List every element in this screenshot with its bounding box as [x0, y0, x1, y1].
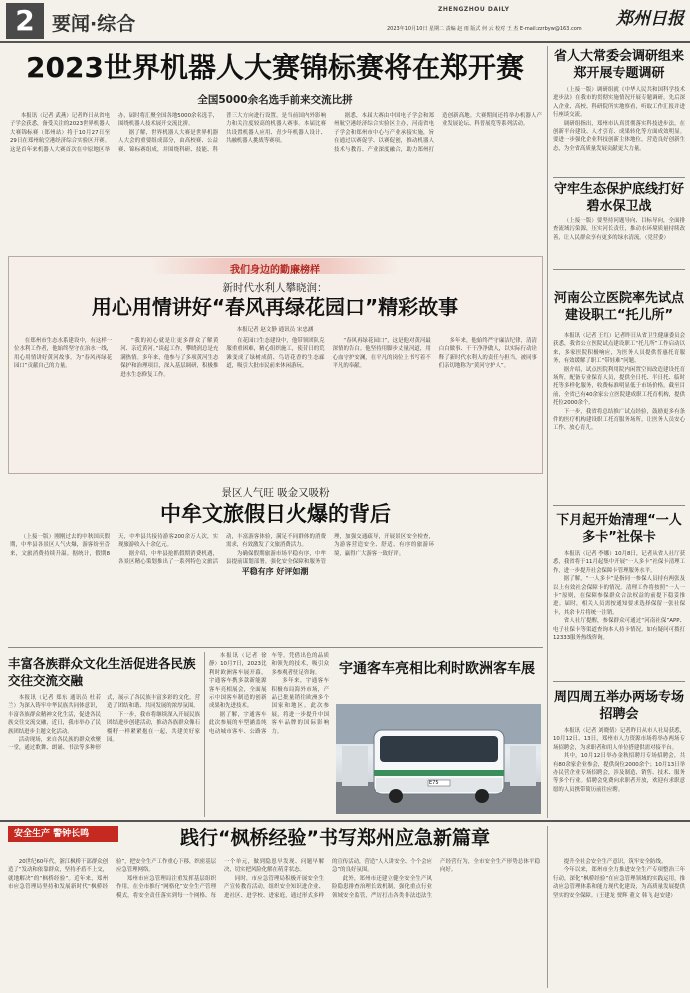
bus-title: 宇通客车亮相比利时欧洲客车展 [339, 661, 535, 677]
safety-right-para: 提升全社会安全生产意识，筑牢安全防线。 [563, 859, 667, 865]
safety-para: 郑州市应急管理局注重发挥基层组织作用，在全市推行“网格化”安全生产管理模式，将安全责任落实到每一个网格、每一个单元，做到隐患早发现、问题早解决，切实把风险化解在萌芽状态。 [116, 859, 324, 899]
tourism-para: 据介绍，中牟县抢抓假期消费机遇，各景区精心策划推出了一系列特色文旅活动，丰富游客体验，满足不同群体的消费需求，有效激发了文旅消费活力。 [118, 534, 326, 566]
feature-para: “我的初心就是让更多群众了解黄河、亲近黄河。”谈起工作，攀晓润总是充满热情。多年来，他参与了多项黄河生态保护和治理项目，深入基层调研，积极推进水生态修复工作。 [120, 338, 219, 378]
safety-banner-label: 安全生产 警钟长鸣 [14, 829, 90, 839]
feature-para: 在花园口生态建设中，他带领团队克服重重困难，精心组织施工，使昔日的荒滩变成了绿树成荫、鸟语花香的生态廊道，吸引大批市民前来休闲游玩。 [226, 338, 325, 370]
lead-title: 2023世界机器人大赛锦标赛将在郑开赛 [26, 51, 524, 84]
safety-title: 践行“枫桥经验”书写郑州应急新篇章 [180, 827, 490, 849]
tourism-para: （上接一版）刚刚过去的中秋国庆假期，中牟县各景区人气火爆，游客纷至沓来，文旅消费持续升温。据统计，假期8天，中牟县共接待游客200余万人次，实现旅游收入十余亿元。 [10, 534, 218, 557]
ethnic-para: 本报讯（记者 郑东 通讯员 杜若兰）为深入铸牢中华民族共同体意识，丰富各族群众精神文化生活，促进各民族交往交流交融，近日，我市举办了民族团结进步主题文化活动。 [8, 695, 101, 735]
right-headline-3: 河南公立医院率先试点建设职工“托儿所” [553, 291, 684, 323]
right-body-1 [553, 86, 685, 174]
safety-body [8, 858, 540, 988]
bus-illustration [336, 704, 541, 814]
bus-para: 多年来，宇通客车积极布局海外市场，产品已批量销往欧洲多个国家和地区。此次参展，将进一步提升中国客车品牌的国际影响力。 [271, 678, 329, 735]
page-number: 2 [6, 3, 44, 39]
feature-body [14, 337, 537, 469]
safety-right-body [553, 858, 685, 988]
feature-kicker: 新时代水利人攀晓润： [222, 282, 328, 294]
paper-name-en: ZHENGZHOU DAILY [438, 6, 510, 13]
bus-para: 本报讯（记者 徐静）10月7日，2023比利时欧洲客车展开幕，宇通客车携多款新能源客车亮相展会，全面展示中国客车制造的创新成果和先进技术。 [209, 653, 267, 710]
safety-para: 同时，市应急管理局积极开展安全生产宣传教育活动，组织安全知识进企业、进社区、进学校、进家庭，通过形式多样的宣传活动，营造“人人讲安全、个个会应急”的良好氛围。 [224, 859, 432, 899]
safety-banner [8, 826, 118, 842]
right-para: 本报讯（记者 刘晓倩）记者昨日从市人社局获悉，10月12日、13日，郑州市人力资源市场将举办两场专场招聘会，为求职者和用人单位搭建供需对接平台。 [553, 728, 685, 751]
right-body-4 [553, 550, 685, 675]
lead-para: 据悉，本届大赛由中国电子学会和郑州航空港经济综合实验区主办，河南省电子学会和郑州市中心与产业承接实施，旨在通过以赛促学、以赛促创，推动机器人技术与教育、产业深度融合，助力郑州打造创新高地。大赛期间还将举办机器人产业发展论坛、科普展览等系列活动。 [334, 113, 542, 153]
feature-title: 用心用情讲好“春风再绿花园口”精彩故事 [91, 295, 459, 319]
right-para: 省人社厅提醒，参保群众可通过“河南社保”APP、电子社保卡等渠道查询本人持卡情况，如有疑问可拨打12333服务热线咨询。 [553, 618, 685, 642]
feature-banner [150, 258, 400, 274]
feature-para: 在郑州市生态水系建设中，有这样一位水利工作者，他始终坚守在治水一线，用心用情讲好黄河故事，为“春风再绿花园口”贡献自己的力量。 [14, 338, 113, 370]
ethnic-title [8, 655, 198, 689]
paper-logo: 郑州日报 [616, 9, 684, 29]
bus-plate-label: E75 [429, 780, 439, 786]
safety-para: 20世纪60年代，浙江枫桥干部群众创造了“发动和依靠群众，坚持矛盾不上交，就地解决”的“枫桥经验”。近年来，郑州市应急管理局坚持和发展新时代“枫桥经验”，把安全生产工作重心下移，织密基层应急管理网络。 [8, 859, 216, 891]
right-headline-5: 周四周五举办两场专场招聘会 [553, 690, 684, 722]
tourism-kicker: 景区人气旺 吸金又吸粉 [221, 487, 330, 499]
bus-para: 据了解，宇通客车此次参展的车型涵盖纯电动城市客车、公路客车等，凭借出色的品质和领先的技术，吸引众多参观者驻足咨询。 [209, 653, 329, 735]
bus-photo [336, 704, 541, 814]
ethnic-body [8, 694, 200, 814]
tourism-body [10, 533, 542, 643]
feature-para: “春风再绿花园口”，这是他对黄河最深情的告白。他坚持用脚步丈量河道，用心血守护安澜，在平凡的岗位上书写着不平凡的奉献。 [332, 338, 431, 370]
lead-para: 本报讯（记者 武燕）记者昨日从省电子学会获悉，备受关注的2023世界机器人大赛锦标赛（郑州站）将于10月27日至29日在郑州航空港经济综合实验区开赛。这是首年来机器人大赛首次在中原地区举办，届时将汇聚全国各地5000余名选手，围绕机器人技术展开交流比拼。 [10, 113, 218, 153]
lead-para: 据了解，世界机器人大赛是世界机器人大会的重要组成部分，由高校赛、公益赛、锦标赛组成，并围绕科研、技能、科普三大方向进行设置，是当前国内外影响力和关注度较高的机器人赛事。本届比赛共设置机器人应用、青少年机器人设计、共融机器人挑战等赛项。 [118, 113, 326, 153]
right-para: （上接一版）要坚持问题导向、目标导向，全面排查流域污染源，压实河长责任，推动水环境质量持续改善，让人民群众享有更多的绿水清流。（党营委） [553, 218, 685, 241]
feature-banner-label: 我们身边的勤廉榜样 [230, 265, 320, 276]
right-para: 下一步，我省将总结推广试点经验，鼓励更多有条件的医疗机构建设职工托育服务场所，让医务人员安心工作、放心育儿。 [553, 408, 685, 432]
feature-byline: 本报记者 赵文静 通讯员 宋忠涵 [236, 327, 314, 333]
safety-para: 此外，郑州市还建立健全安全生产风险隐患排查治理长效机制，强化重点行业领域安全监管，严厉打击各类非法违法生产经营行为，全市安全生产形势总体平稳向好。 [332, 859, 540, 899]
ethnic-para: 下一步，我市将继续深入开展民族团结进步创建活动，推动各族群众像石榴籽一样紧紧抱在一起，共建美好家园。 [107, 711, 200, 744]
right-para: 本报讯（记者 王红）记者昨日从省卫生健康委员会获悉，我省公立医院试点建设职工“托儿所”工作启动以来，多家医院积极响应，为医务人员提供普惠托育服务，有效缓解了职工“带娃难”问题。 [553, 333, 685, 365]
masthead [0, 0, 690, 42]
right-para: （上接一版）调研组就《中华人民共和国科学技术进步法》在我市的贯彻实施情况开展专题调研，先后深入企业、高校、科研院所实地察看，听取工作汇报并进行座谈交流。 [553, 87, 685, 119]
feature-para: 多年来，他始终严守廉洁纪律，清清白白做事、干干净净做人，以实际行动诠释了新时代水利人的责任与担当，被同事们亲切地称为“黄河守护人”。 [438, 338, 537, 370]
section-title: 要闻·综合 [52, 13, 136, 35]
right-para: 其中，10月12日举办金秋招聘月专场招聘会，共有80余家企业参会，提供岗位2000余个；10月13日举办民营企业专场招聘会，涉及制造、销售、技术、服务等多个行业。招聘会免费向求职者开放，欢迎有求职意愿的人员携带简历前往应聘。 [553, 753, 685, 793]
right-body-3 [553, 332, 685, 502]
tourism-title: 中牟文旅假日火爆的背后 [160, 502, 391, 526]
right-body-2 [553, 217, 685, 267]
right-headline-4: 下月起开始清理“一人多卡”社保卡 [556, 513, 682, 545]
right-headline-2: 守牢生态保护底线打好碧水保卫战 [553, 182, 684, 214]
right-para: 据了解，“一人多卡”是指同一参保人员持有两张及以上有效社会保障卡的情况。清理工作将按照“一人一卡”原则，在保障参保群众合法权益的前提下稳妥推进。届时，相关人员需按通知要求选择保留一张社保卡，其余卡片将统一注销。 [553, 576, 685, 616]
ethnic-para: 活动现场，来自各民族的群众欢聚一堂，通过歌舞、朗诵、书法等多种形式，展示了各民族丰富多彩的文化，营造了团结和谐、共同发展的浓厚氛围。 [8, 695, 200, 752]
safety-right-para: 今年以来，郑州市全力推进安全生产专项整治三年行动，深化“枫桥经验”在应急管理领域的实践运用，推动应急管理体系和能力现代化建设，为高质量发展提供坚实的安全保障。（王建龙 贾辉 董文 韩飞 赵安建） [553, 867, 685, 899]
right-body-5 [553, 727, 685, 815]
right-para: 本报讯（记者 李娜）10月8日，记者从省人社厅获悉，我省将于11月起集中开展“一人多卡”社保卡清理工作，进一步提升社会保障卡管理服务水平。 [553, 551, 685, 574]
right-para: 调研组指出，郑州市认真贯彻落实科技进步法，在创新平台建设、人才引育、成果转化等方面成效明显。要进一步强化企业科技创新主体地位，营造良好创新生态，为全省高质量发展贡献更大力量。 [553, 120, 685, 152]
right-para: 据介绍，试点医院利用院内闲置空间改造建设托育场所，配备专业保育人员，提供全日托、半日托、临时托等多样化服务，收费标准明显低于市场价格。截至目前，全省已有40余家公立医院建成职工托育机构，提供托位2000余个。 [553, 366, 685, 407]
date-line: 2023年10月10日 星期二 责编 赵 雨 版式 何 云 校对 王 杰 E-mail:zzrbyw@163.com [387, 26, 582, 32]
tourism-subhead: 平稳有序 好评如潮 [225, 566, 325, 577]
right-headline-1: 省人大常委会调研组来郑开展专题调研 [553, 49, 684, 81]
lead-body [10, 112, 542, 246]
ethnic-title-text: 丰富各族群众文化生活促进各民族交往交流交融 [8, 656, 196, 688]
tourism-para: 为确保假期旅游市场平稳有序，中牟县提前谋划部署，强化安全保障和服务管理，加强交通疏导，开展景区安全检查，为游客营造安全、舒适、有序的旅游环境，赢得广大游客一致好评。 [226, 534, 434, 566]
bus-body [209, 652, 329, 817]
lead-subtitle: 全国5000余名选手前来交流比拼 [197, 94, 353, 106]
